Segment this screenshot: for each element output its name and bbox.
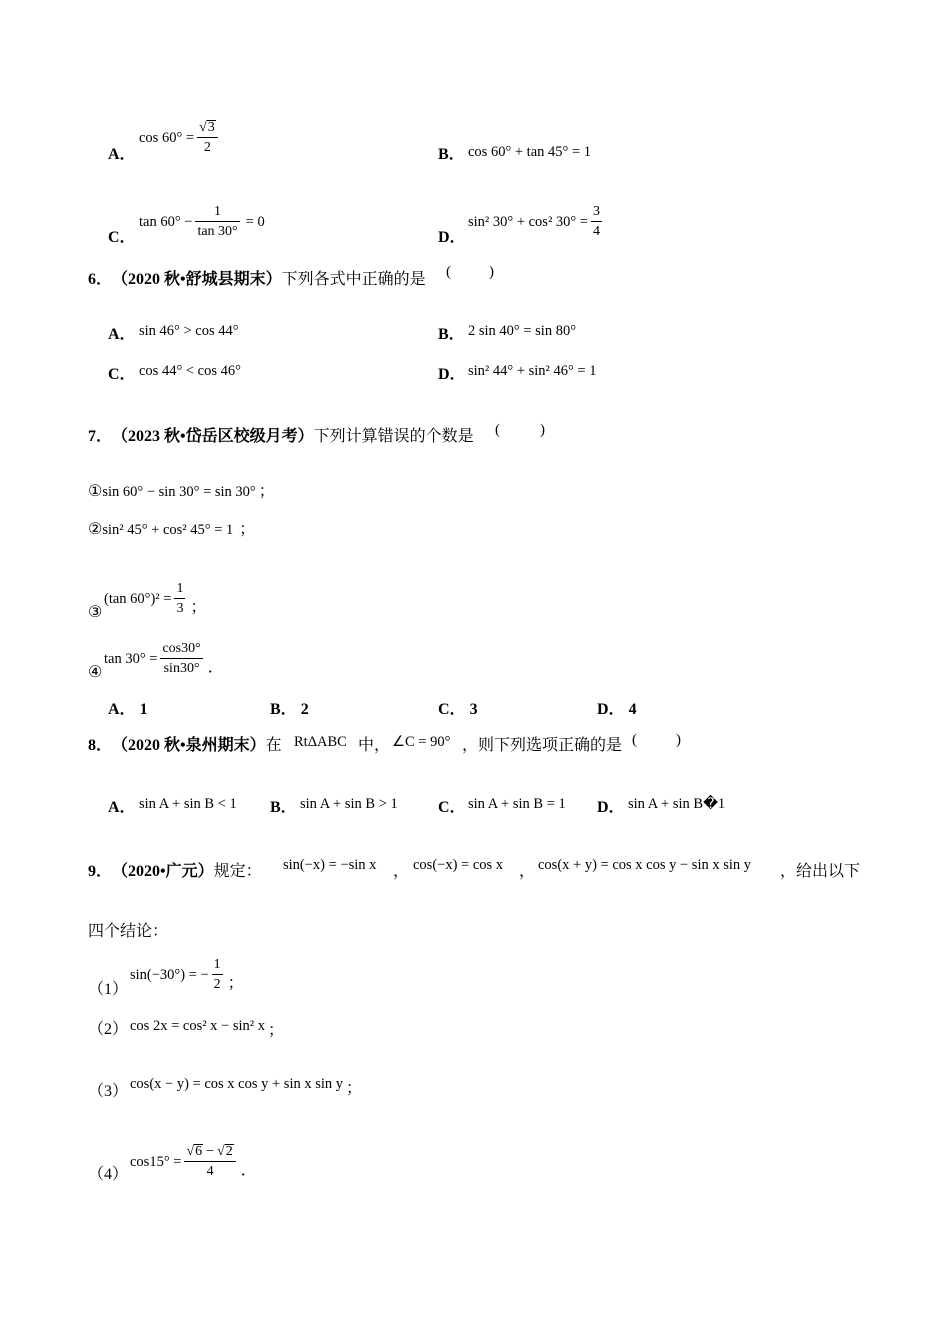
q5-option-c-formula: [139, 203, 265, 240]
q9-item-3-marker: （3）: [88, 1083, 129, 1100]
formula-text: sin² 30° + cos² 30° =: [468, 213, 589, 230]
answer-paren-open: (: [632, 732, 637, 748]
q5-option-b-formula: cos 60° + tan 45° = 1: [468, 144, 591, 160]
q5-option-a-label: A．: [108, 146, 136, 163]
fraction-denominator: tan 30°: [197, 224, 238, 239]
question-number: 9．: [88, 863, 113, 880]
q7-item-4-marker: ④: [88, 664, 103, 681]
question-text: ，给出以下: [780, 863, 861, 880]
rule-formula-1: sin(−x) = −sin x: [283, 857, 377, 873]
q7-stem: [88, 428, 474, 446]
item-punctuation: ．: [240, 1162, 257, 1179]
q5-option-d-formula: [468, 203, 605, 240]
q7-item-2: [88, 521, 255, 539]
q6-option-d-label: D．: [438, 366, 466, 383]
q9-item-4-marker: （4）: [88, 1166, 129, 1183]
item-punctuation: ；: [227, 975, 244, 992]
fraction: [591, 203, 602, 240]
q7-item-1: [88, 483, 275, 501]
q8-option-a-label: A．: [108, 799, 136, 816]
formula-text: cos15° =: [130, 1153, 182, 1170]
answer-paren-open: (: [446, 264, 451, 280]
minus-operator: −: [206, 1144, 215, 1159]
q9-item-2-formula: [130, 1017, 285, 1039]
fraction-denominator: 4: [206, 1164, 214, 1179]
q9-item-3-formula: [130, 1075, 363, 1097]
item-punctuation: ．: [207, 659, 224, 676]
fraction-denominator: 2: [203, 140, 211, 155]
option-label: C．: [438, 701, 466, 718]
rule-formula-2: cos(−x) = cos x: [413, 857, 504, 873]
item-punctuation: ；: [268, 1022, 285, 1039]
formula-text: cos 60° =: [139, 129, 195, 146]
radicand: 3: [207, 120, 215, 135]
answer-paren-close: ): [489, 264, 494, 280]
fraction: [160, 640, 202, 677]
question-source: （2023 秋•岱岳区校级月考）: [112, 428, 314, 445]
answer-paren-close: ): [540, 422, 545, 438]
fraction-numerator: 1: [174, 580, 185, 599]
q9-item-4-formula: [130, 1143, 257, 1180]
answer-paren-close: ): [676, 732, 681, 748]
answer-paren-open: (: [495, 422, 500, 438]
question-text: 四个结论：: [88, 923, 169, 940]
item-marker: ②: [88, 521, 103, 538]
fraction-denominator: 3: [176, 601, 184, 616]
q7-option-d: [597, 701, 637, 719]
formula-text: = 0: [245, 213, 265, 230]
radical-sign: √: [186, 1144, 195, 1159]
triangle-name: RtΔABC: [294, 734, 347, 750]
q6-option-b-label: B．: [438, 326, 465, 343]
formula-text: cos(x − y) = cos x cos y + sin x sin y: [130, 1076, 344, 1092]
question-text: 下列计算错误的个数是: [313, 428, 474, 445]
q6-option-a-formula: sin 46° > cos 44°: [139, 323, 239, 339]
radical-sign: √: [199, 120, 207, 135]
question-source: （2020 秋•泉州期末）: [112, 737, 266, 754]
radicand: 6: [195, 1144, 203, 1159]
q7-item-3-formula: [104, 580, 206, 617]
question-number: 6．: [88, 271, 113, 288]
q9-item-1-formula: [130, 956, 244, 993]
q8-option-b-label: B．: [270, 799, 297, 816]
fraction-numerator: [197, 119, 218, 138]
q5-option-c-label: C．: [108, 229, 136, 246]
q5-option-d-label: D．: [438, 229, 466, 246]
q6-option-d-formula: sin² 44° + sin² 46° = 1: [468, 363, 597, 379]
item-punctuation: ；: [258, 483, 275, 500]
question-text: 下列各式中正确的是: [281, 271, 426, 288]
q8-option-c-formula: sin A + sin B = 1: [468, 796, 566, 812]
q9-item-1-marker: （1）: [88, 981, 129, 998]
item-formula: sin 60° − sin 30° = sin 30°: [102, 484, 256, 500]
option-label: A．: [108, 701, 136, 718]
q5-option-b-label: B．: [438, 146, 465, 163]
q9-item-2-marker: （2）: [88, 1021, 129, 1038]
q8-option-a-formula: sin A + sin B < 1: [139, 796, 237, 812]
q6-option-c-label: C．: [108, 366, 136, 383]
fraction: [174, 580, 185, 617]
q7-option-c: [438, 701, 478, 719]
option-value: 2: [300, 701, 309, 718]
question-text: 规定：: [213, 863, 262, 880]
question-source: （2020 秋•舒城县期末）: [112, 271, 282, 288]
radical-sign: √: [217, 1144, 225, 1159]
q8-option-d-label: D．: [597, 799, 625, 816]
q7-option-b: [270, 701, 309, 719]
angle-condition: ∠C = 90°: [392, 734, 451, 750]
item-formula: sin² 45° + cos² 45° = 1: [102, 522, 234, 538]
option-value: 4: [628, 701, 637, 718]
q5-option-a-formula: [139, 119, 221, 156]
fraction-denominator: 4: [593, 224, 601, 239]
formula-text: tan 60° −: [139, 213, 193, 230]
fraction: [195, 203, 239, 240]
fraction: [197, 119, 218, 156]
option-label: D．: [597, 701, 625, 718]
q6-option-c-formula: cos 44° < cos 46°: [139, 363, 241, 379]
option-value: 1: [139, 701, 148, 718]
q8-stem-head: [88, 737, 282, 755]
question-text: 在: [265, 737, 282, 754]
question-number: 8．: [88, 737, 113, 754]
formula-text: (tan 60°)² =: [104, 590, 172, 607]
fraction: [212, 956, 223, 993]
item-punctuation: ；: [346, 1080, 363, 1097]
fraction-numerator: cos30°: [160, 640, 202, 659]
formula-text: tan 30° =: [104, 650, 158, 667]
q8-option-b-formula: sin A + sin B > 1: [300, 796, 398, 812]
fraction-denominator: 2: [213, 977, 221, 992]
rule-formula-3: cos(x + y) = cos x cos y − sin x sin y: [538, 857, 752, 873]
question-text: ，则下列选项正确的是: [462, 737, 623, 754]
q6-option-b-formula: 2 sin 40° = sin 80°: [468, 323, 576, 339]
q7-option-a: [108, 701, 148, 719]
q9-stem-head: [88, 863, 262, 881]
option-value: 3: [469, 701, 478, 718]
fraction-numerator: 3: [591, 203, 602, 222]
question-number: 7．: [88, 428, 113, 445]
item-marker: ①: [88, 483, 103, 500]
item-punctuation: ；: [239, 521, 256, 538]
question-source: （2020•广元）: [112, 863, 214, 880]
item-punctuation: ；: [190, 599, 207, 616]
fraction-numerator: 1: [195, 203, 239, 222]
fraction-numerator: 1: [212, 956, 223, 975]
formula-text: sin(−30°) = −: [130, 966, 209, 983]
formula-text: cos 2x = cos² x − sin² x: [130, 1018, 266, 1034]
q8-option-c-label: C．: [438, 799, 466, 816]
question-text: 中，: [358, 737, 391, 754]
radicand: 2: [225, 1144, 233, 1159]
q6-option-a-label: A．: [108, 326, 136, 343]
separator: ，: [393, 863, 410, 880]
fraction-denominator: sin30°: [163, 661, 200, 676]
q7-item-3-marker: ③: [88, 604, 103, 621]
q8-option-d-formula: sin A + sin B�1: [628, 796, 726, 812]
separator: ，: [519, 863, 536, 880]
option-label: B．: [270, 701, 297, 718]
q6-stem: [88, 271, 426, 289]
fraction: [184, 1143, 235, 1180]
fraction-numerator: [184, 1143, 235, 1162]
q7-item-4-formula: [104, 640, 224, 677]
